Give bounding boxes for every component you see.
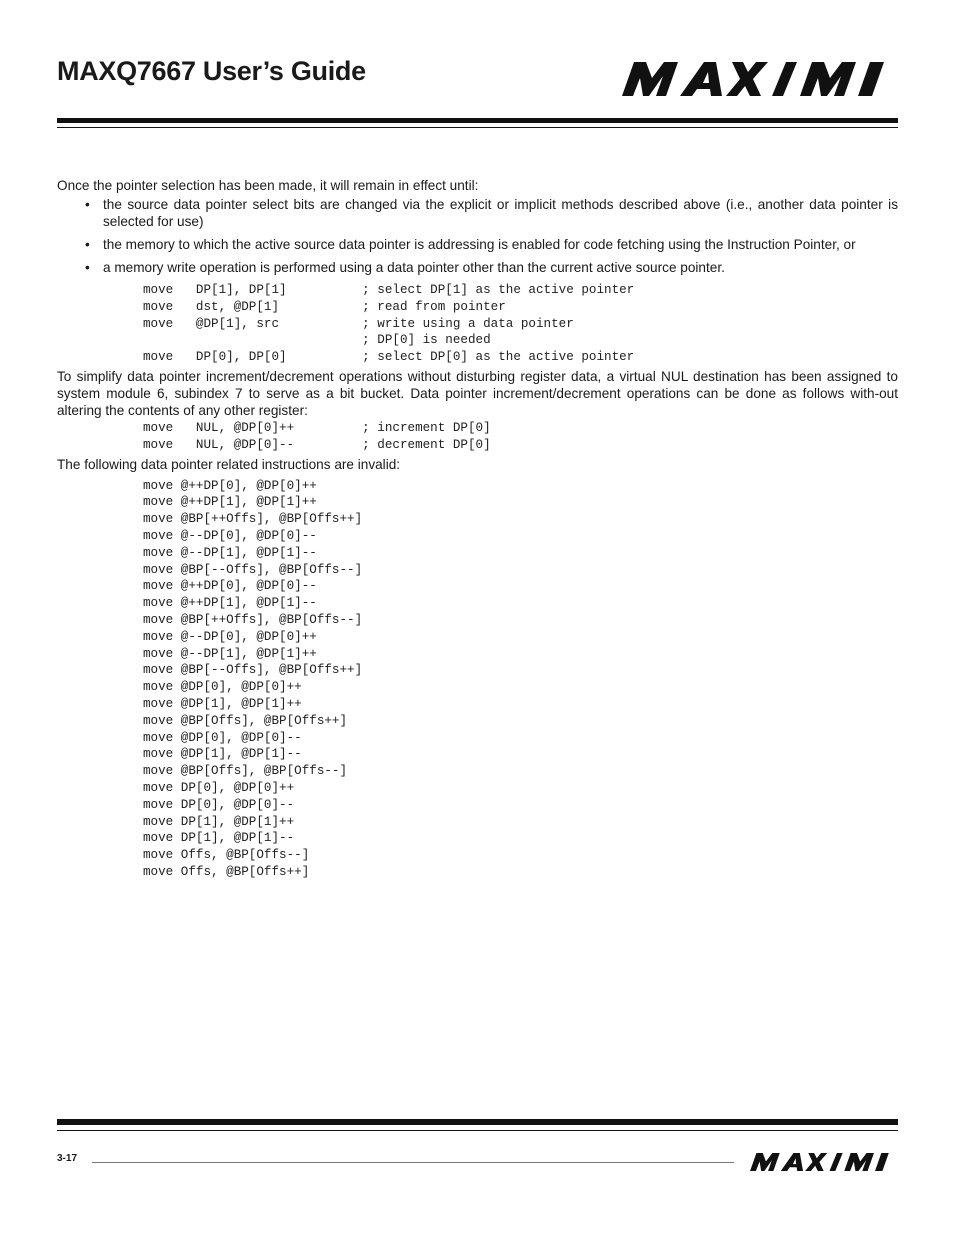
- footer-divider: [92, 1162, 734, 1163]
- header-rule-thin: [57, 127, 898, 128]
- list-item: • the memory to which the active source data pointer is addressing is enabled for code fetching using the Instruction Pointer, or: [85, 237, 856, 252]
- maxim-logo-footer: [748, 1153, 894, 1171]
- header-rule-thick: [57, 118, 898, 123]
- bullet-icon: •: [85, 260, 90, 275]
- main-content: [57, 177, 898, 883]
- code-block-increment-decrement: move NUL, @DP[0]++ ; increment DP[0] move NUL, @DP[0]-- ; decrement DP[0]: [143, 420, 491, 452]
- nul-destination-paragraph: To simplify data pointer increment/decrement operations without disturbing register data, a virtual NUL destination has been assigned to system module 6, subindex 7 to serve as a bit bucket. Data pointer increment/decrement operations can be done as follows with-out altering the contents of any other register:: [57, 368, 898, 418]
- code-block-invalid-instructions: move @++DP[0], @DP[0]++ move @++DP[1], @DP[1]++ move @BP[++Offs], @BP[Offs++] move @--DP[0], @DP[0]-- move @--DP[1], @DP[1]-- move @BP[--Offs], @BP[Offs--] move @++DP[0], @DP[0]-- move @++DP[1], @DP[1]-- move @BP[++Offs], @BP[Offs--] move @--DP[0], @DP[0]++ move @--DP[1], @DP[1]++ move @BP[--Offs], @BP[Offs++] move @DP[0], @DP[0]++ move @DP[1], @DP[1]++ move @BP[Offs], @BP[Offs++] move @DP[0], @DP[0]-- move @DP[1], @DP[1]-- move @BP[Offs], @BP[Offs--] move DP[0], @DP[0]++ move DP[0], @DP[0]-- move DP[1], @DP[1]++ move DP[1], @DP[1]-- move Offs, @BP[Offs--] move Offs, @BP[Offs++]: [143, 478, 363, 879]
- list-item: • the source data pointer select bits are changed via the explicit or implicit methods described above (i.e., another data pointer is selected for use): [85, 197, 898, 229]
- code-block-pointer-select: move DP[1], DP[1] ; select DP[1] as the active pointer move dst, @DP[1] ; read from pointer move @DP[1], src ; write using a data pointer ; DP[0] is needed move DP[0], DP[0] ; select DP[0] as the active pointer: [143, 283, 635, 365]
- bullet-icon: •: [85, 237, 90, 252]
- footer-rule-thick: [57, 1119, 898, 1125]
- list-item: • a memory write operation is performed using a data pointer other than the current active source pointer.: [85, 260, 725, 275]
- page-number: 3-17: [57, 1153, 78, 1164]
- footer-rule-thin: [57, 1130, 898, 1131]
- bullet-icon: •: [85, 197, 90, 212]
- page-title: MAXQ7667 User’s Guide: [57, 56, 366, 86]
- condition-list: [57, 196, 898, 276]
- invalid-instructions-paragraph: The following data pointer related instructions are invalid:: [57, 456, 401, 472]
- intro-paragraph: Once the pointer selection has been made, it will remain in effect until:: [57, 178, 479, 193]
- maxim-logo-header: [622, 62, 890, 96]
